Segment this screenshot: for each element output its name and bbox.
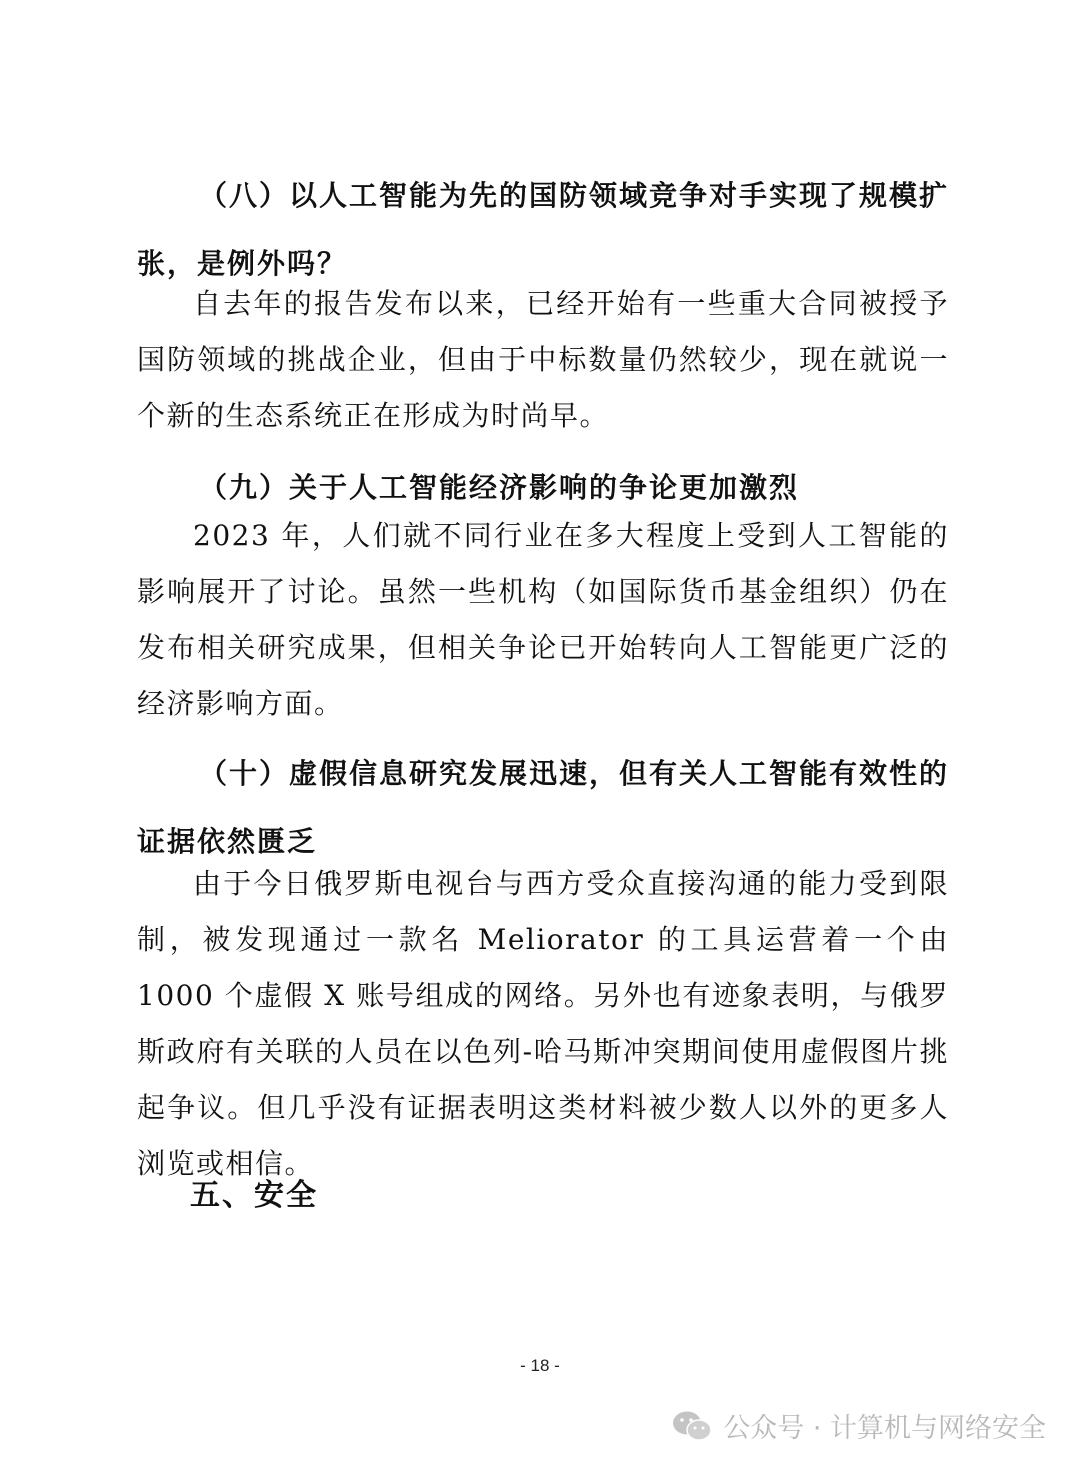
paragraph-9: 2023 年，人们就不同行业在多大程度上受到人工智能的影响展开了讨论。虽然一些机构（如国际货币基金组织）仍在发布相关研究成果，但相关争论已开始转向人工智能更广泛的经济影响方面。 xyxy=(137,519,949,720)
paragraph-8: 自去年的报告发布以来，已经开始有一些重大合同被授予国防领域的挑战企业，但由于中标数量仍然较少，现在就说一个新的生态系统正在形成为时尚早。 xyxy=(137,287,949,432)
watermark xyxy=(671,1406,1046,1445)
paragraph-10: 由于今日俄罗斯电视台与西方受众直接沟通的能力受到限制，被发现通过一款名 Meliorator 的工具运营着一个由 1000 个虚假 X 账号组成的网络。另外也有迹象表明，与俄罗斯政府有关联的人员在以色列-哈马斯冲突期间使用虚假图片挑起争议。但几乎没有证据表明这类材料被少数人以外的更多人浏览或相信。 xyxy=(137,867,949,1180)
heading-8: （八）以人工智能为先的国防领域竞争对手实现了规模扩张，是例外吗？ xyxy=(137,179,950,280)
page-number: - 18 - xyxy=(520,1356,560,1375)
watermark-text: 公众号 · 计算机与网络安全 xyxy=(723,1413,1046,1444)
wechat-icon xyxy=(671,1409,713,1443)
section-title: 五、安全 xyxy=(190,1178,318,1213)
heading-9: （九）关于人工智能经济影响的争论更加激烈 xyxy=(199,471,800,504)
heading-10: （十）虚假信息研究发展迅速，但有关人工智能有效性的证据依然匮乏 xyxy=(137,757,950,858)
